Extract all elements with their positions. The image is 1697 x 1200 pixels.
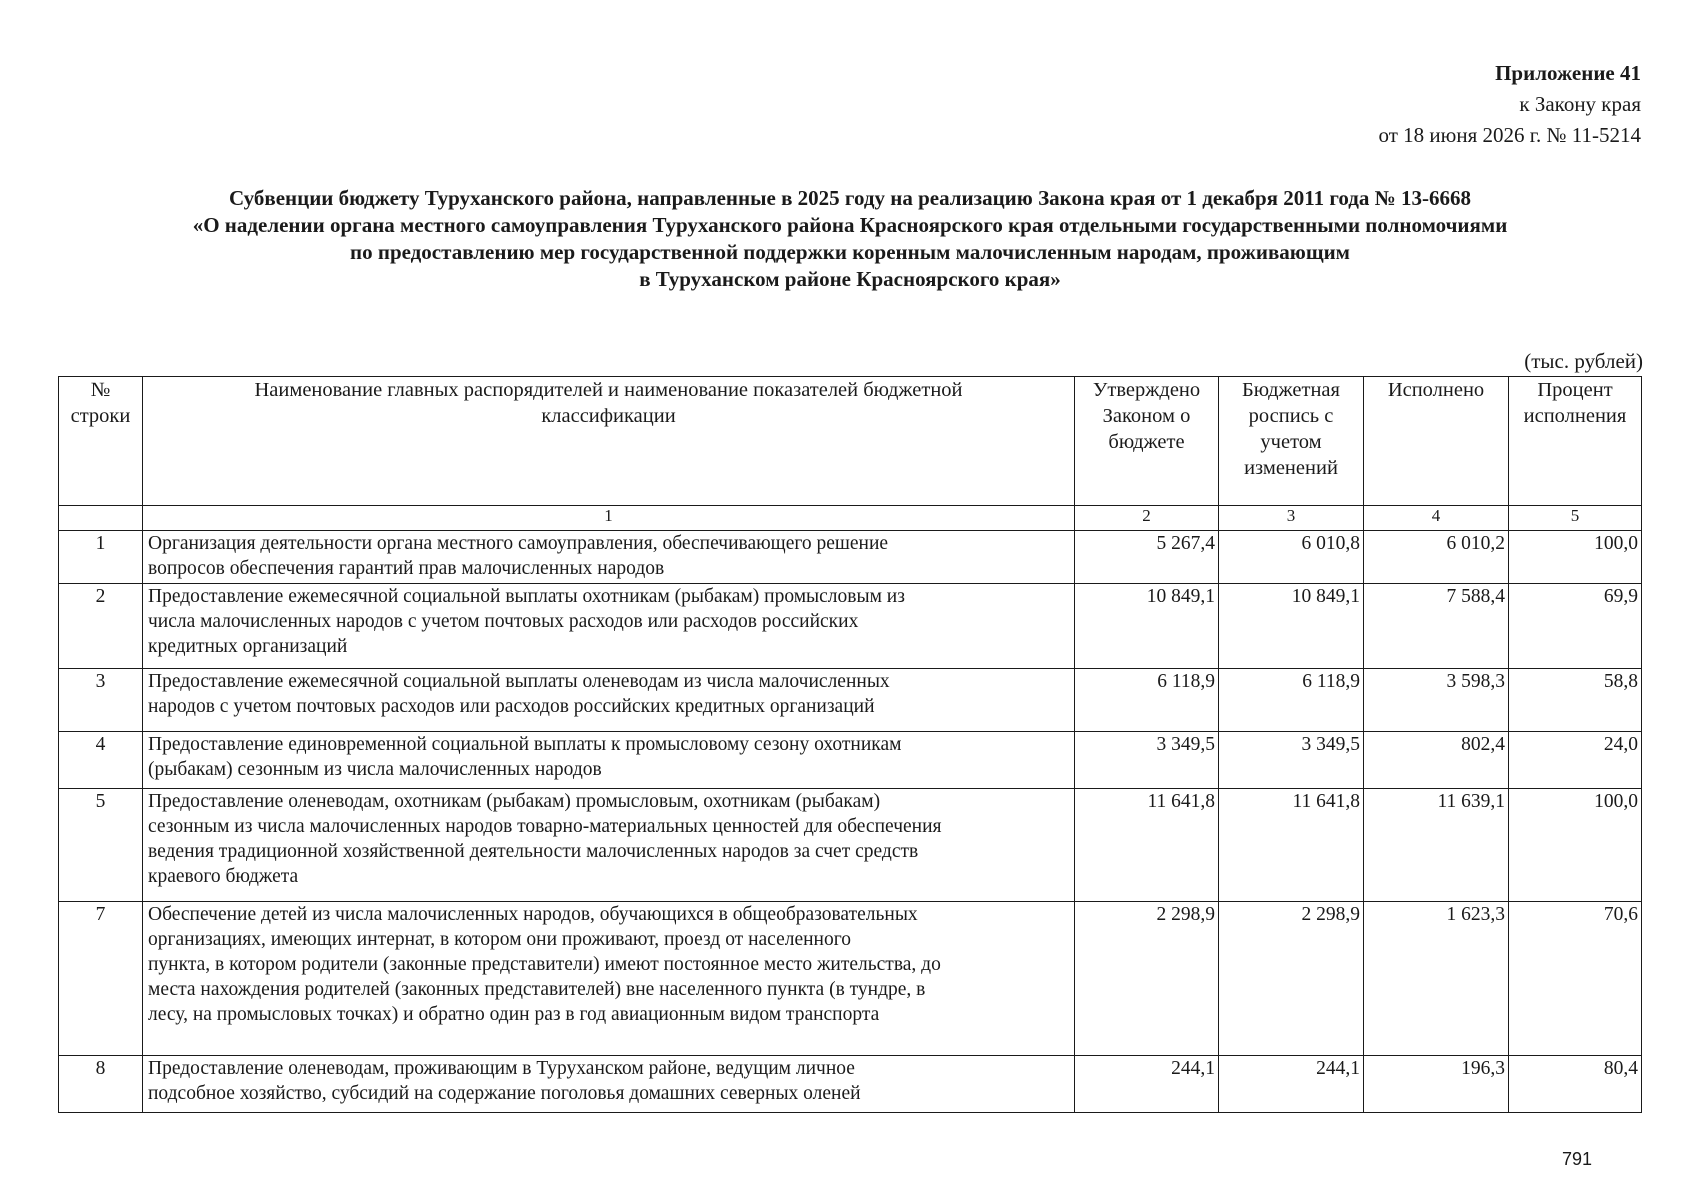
table-row bbox=[59, 789, 1642, 902]
header-name: Наименование главных распорядителей и наименование показателей бюджетной классификации bbox=[143, 377, 1075, 506]
header-row bbox=[59, 377, 1642, 506]
header-executed: Исполнено bbox=[1364, 377, 1509, 506]
row-percent: 24,0 bbox=[1509, 732, 1642, 789]
row-number: 5 bbox=[59, 789, 143, 902]
row-executed: 802,4 bbox=[1364, 732, 1509, 789]
row-number: 4 bbox=[59, 732, 143, 789]
row-budget: 6 118,9 bbox=[1219, 669, 1364, 732]
row-number: 7 bbox=[59, 902, 143, 1056]
row-number: 2 bbox=[59, 584, 143, 669]
title-line: в Туруханском районе Красноярского края» bbox=[639, 267, 1061, 291]
row-percent: 80,4 bbox=[1509, 1056, 1642, 1113]
row-executed: 7 588,4 bbox=[1364, 584, 1509, 669]
table-row bbox=[59, 1056, 1642, 1113]
column-number: 4 bbox=[1364, 506, 1509, 531]
column-number: 3 bbox=[1219, 506, 1364, 531]
row-executed: 196,3 bbox=[1364, 1056, 1509, 1113]
title-line: Субвенции бюджету Туруханского района, направленные в 2025 году на реализацию Закона края от 1 декабря 2011 года № 13-6668 bbox=[228, 186, 1471, 210]
page-number: 791 bbox=[1561, 1149, 1592, 1169]
row-executed: 6 010,2 bbox=[1364, 531, 1509, 584]
subventions-table bbox=[58, 376, 1642, 1113]
row-budget: 244,1 bbox=[1219, 1056, 1364, 1113]
row-name: Предоставление оленеводам, проживающим в Туруханском районе, ведущим личное подсобное хозяйство, субсидий на содержание поголовья домашних северных оленей bbox=[143, 1056, 1075, 1113]
row-number: 1 bbox=[59, 531, 143, 584]
table-row bbox=[59, 531, 1642, 584]
units-label: (тыс. рублей) bbox=[1524, 349, 1643, 373]
row-approved: 11 641,8 bbox=[1075, 789, 1219, 902]
row-percent: 100,0 bbox=[1509, 789, 1642, 902]
header-budget-schedule: Бюджетная роспись с учетом изменений bbox=[1219, 377, 1364, 506]
row-percent: 69,9 bbox=[1509, 584, 1642, 669]
row-approved: 10 849,1 bbox=[1075, 584, 1219, 669]
row-percent: 100,0 bbox=[1509, 531, 1642, 584]
title-line: по предоставлению мер государственной поддержки коренным малочисленным народам, проживающим bbox=[350, 240, 1350, 264]
row-budget: 3 349,5 bbox=[1219, 732, 1364, 789]
row-budget: 6 010,8 bbox=[1219, 531, 1364, 584]
row-approved: 244,1 bbox=[1075, 1056, 1219, 1113]
row-approved: 2 298,9 bbox=[1075, 902, 1219, 1056]
row-number: 3 bbox=[59, 669, 143, 732]
table-row bbox=[59, 732, 1642, 789]
appendix-block bbox=[1379, 58, 1641, 151]
row-percent: 70,6 bbox=[1509, 902, 1642, 1056]
row-name: Предоставление единовременной социальной выплаты к промысловому сезону охотникам (рыбакам) сезонным из числа малочисленных народов bbox=[143, 732, 1075, 789]
row-number: 8 bbox=[59, 1056, 143, 1113]
table-row bbox=[59, 902, 1642, 1056]
table-row bbox=[59, 669, 1642, 732]
row-approved: 3 349,5 bbox=[1075, 732, 1219, 789]
row-budget: 2 298,9 bbox=[1219, 902, 1364, 1056]
header-percent: Процент исполнения bbox=[1509, 377, 1642, 506]
appendix-law-line: к Закону края bbox=[1519, 92, 1641, 116]
header-approved: Утверждено Законом о бюджете bbox=[1075, 377, 1219, 506]
row-percent: 58,8 bbox=[1509, 669, 1642, 732]
column-number-row bbox=[59, 506, 1642, 531]
row-budget: 11 641,8 bbox=[1219, 789, 1364, 902]
title-line: «О наделении органа местного самоуправления Туруханского района Красноярского края отдельными государственными полномочиями bbox=[192, 213, 1508, 237]
row-name: Обеспечение детей из числа малочисленных народов, обучающихся в общеобразовательных организациях, имеющих интернат, в котором они проживают, проезд от населенного пункта, в котором родители (законные представители) имеют постоянное место жительства, до места нахождения родителей (законных представителей) вне населенного пункта (в тундре, в лесу, на промысловых точках) и обратно один раз в год авиационным видом транспорта bbox=[143, 902, 1075, 1056]
row-approved: 5 267,4 bbox=[1075, 531, 1219, 584]
column-number bbox=[59, 506, 143, 531]
header-row-number: № строки bbox=[59, 377, 143, 506]
document-title bbox=[60, 185, 1640, 293]
column-number: 1 bbox=[143, 506, 1075, 531]
row-name: Предоставление оленеводам, охотникам (рыбакам) промысловым, охотникам (рыбакам) сезонным из числа малочисленных народов товарно-материальных ценностей для обеспечения ведения традиционной хозяйственной деятельности малочисленных народов за счет средств краевого бюджета bbox=[143, 789, 1075, 902]
column-number: 2 bbox=[1075, 506, 1219, 531]
row-approved: 6 118,9 bbox=[1075, 669, 1219, 732]
row-executed: 1 623,3 bbox=[1364, 902, 1509, 1056]
appendix-date-line: от 18 июня 2026 г. № 11-5214 bbox=[1378, 123, 1641, 147]
row-name: Предоставление ежемесячной социальной выплаты охотникам (рыбакам) промысловым из числа малочисленных народов с учетом почтовых расходов или расходов российских кредитных организаций bbox=[143, 584, 1075, 669]
row-budget: 10 849,1 bbox=[1219, 584, 1364, 669]
row-name: Организация деятельности органа местного самоуправления, обеспечивающего решение вопросов обеспечения гарантий прав малочисленных народов bbox=[143, 531, 1075, 584]
appendix-title: Приложение 41 bbox=[1495, 61, 1641, 85]
table-row bbox=[59, 584, 1642, 669]
row-name: Предоставление ежемесячной социальной выплаты оленеводам из числа малочисленных народов с учетом почтовых расходов или расходов российских кредитных организаций bbox=[143, 669, 1075, 732]
row-executed: 3 598,3 bbox=[1364, 669, 1509, 732]
column-number: 5 bbox=[1509, 506, 1642, 531]
row-executed: 11 639,1 bbox=[1364, 789, 1509, 902]
